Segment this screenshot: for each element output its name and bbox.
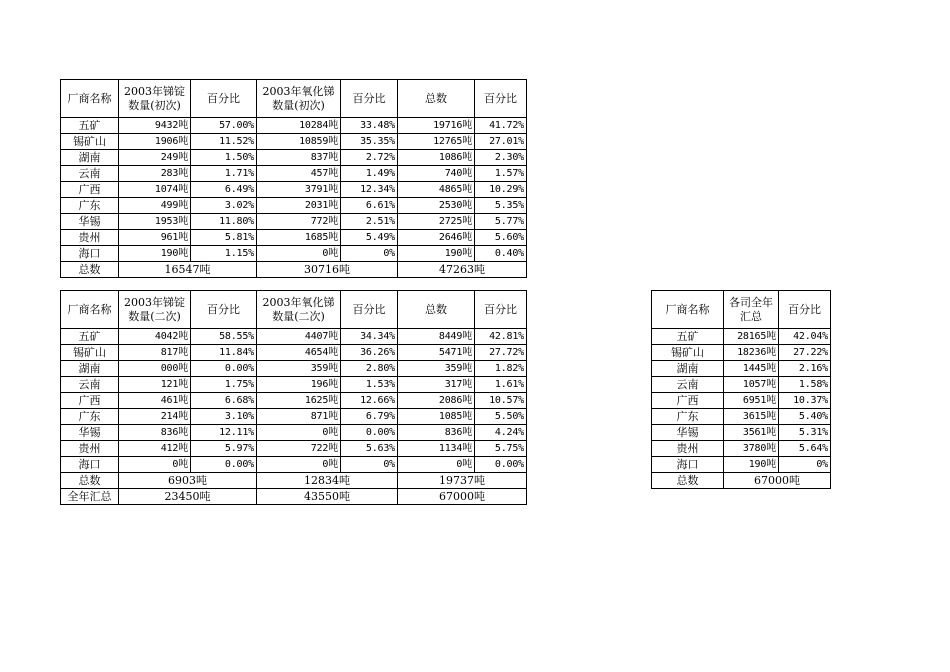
quantity-cell: 3561吨 <box>724 425 779 441</box>
table-row <box>61 134 527 150</box>
year-total-row <box>61 489 527 505</box>
total-cell: 67000吨 <box>724 473 831 489</box>
total-cell: 16547吨 <box>119 262 257 278</box>
table-row <box>61 230 527 246</box>
percent-cell: 5.81% <box>191 230 257 246</box>
quantity-cell: 817吨 <box>119 345 191 361</box>
company-name-cell: 五矿 <box>652 329 724 345</box>
quantity-cell: 214吨 <box>119 409 191 425</box>
percent-cell: 5.97% <box>191 441 257 457</box>
table-row <box>652 457 831 473</box>
company-name-cell: 广东 <box>61 198 119 214</box>
quantity-cell: 1074吨 <box>119 182 191 198</box>
company-name-cell: 湖南 <box>61 150 119 166</box>
quantity-cell: 359吨 <box>398 361 475 377</box>
table-body <box>652 329 831 473</box>
percent-cell: 5.60% <box>475 230 527 246</box>
quantity-cell: 1625吨 <box>257 393 341 409</box>
company-name-cell: 华锡 <box>61 214 119 230</box>
table-row <box>61 150 527 166</box>
percent-cell: 10.29% <box>475 182 527 198</box>
quantity-cell: 961吨 <box>119 230 191 246</box>
quantity-cell: 1906吨 <box>119 134 191 150</box>
percent-cell: 0.00% <box>191 361 257 377</box>
percent-cell: 5.63% <box>341 441 398 457</box>
percent-cell: 1.82% <box>475 361 527 377</box>
table-row <box>61 118 527 134</box>
header-cell: 2003年氧化锑数量(初次) <box>257 80 341 118</box>
company-name-cell: 锡矿山 <box>652 345 724 361</box>
total-cell: 6903吨 <box>119 473 257 489</box>
table-row <box>61 166 527 182</box>
header-cell: 总数 <box>398 80 475 118</box>
table-row <box>61 393 527 409</box>
quantity-cell: 12765吨 <box>398 134 475 150</box>
percent-cell: 58.55% <box>191 329 257 345</box>
percent-cell: 0.00% <box>341 425 398 441</box>
percent-cell: 5.64% <box>779 441 831 457</box>
company-name-cell: 华锡 <box>652 425 724 441</box>
percent-cell: 6.61% <box>341 198 398 214</box>
header-cell: 厂商名称 <box>61 80 119 118</box>
quantity-cell: 0吨 <box>257 425 341 441</box>
header-row <box>61 80 527 118</box>
percent-cell: 5.31% <box>779 425 831 441</box>
quantity-cell: 772吨 <box>257 214 341 230</box>
table-row <box>652 361 831 377</box>
quantity-cell: 190吨 <box>119 246 191 262</box>
percent-cell: 2.30% <box>475 150 527 166</box>
percent-cell: 2.80% <box>341 361 398 377</box>
company-name-cell: 贵州 <box>61 230 119 246</box>
table-row <box>61 361 527 377</box>
header-cell: 百分比 <box>341 291 398 329</box>
total-label: 总数 <box>61 262 119 278</box>
percent-cell: 0% <box>341 457 398 473</box>
quantity-cell: 412吨 <box>119 441 191 457</box>
quantity-cell: 1086吨 <box>398 150 475 166</box>
total-cell: 12834吨 <box>257 473 398 489</box>
quantity-cell: 722吨 <box>257 441 341 457</box>
table-row <box>652 441 831 457</box>
table-row <box>61 377 527 393</box>
percent-cell: 4.24% <box>475 425 527 441</box>
table-row <box>652 377 831 393</box>
quantity-cell: 1685吨 <box>257 230 341 246</box>
percent-cell: 0.40% <box>475 246 527 262</box>
percent-cell: 6.79% <box>341 409 398 425</box>
quantity-cell: 0吨 <box>398 457 475 473</box>
percent-cell: 6.68% <box>191 393 257 409</box>
quantity-cell: 249吨 <box>119 150 191 166</box>
percent-cell: 12.66% <box>341 393 398 409</box>
table-row <box>61 425 527 441</box>
percent-cell: 27.22% <box>779 345 831 361</box>
table-row <box>61 329 527 345</box>
percent-cell: 5.75% <box>475 441 527 457</box>
company-name-cell: 五矿 <box>61 329 119 345</box>
total-label: 总数 <box>652 473 724 489</box>
company-name-cell: 云南 <box>61 377 119 393</box>
quantity-cell: 1057吨 <box>724 377 779 393</box>
quantity-cell: 1085吨 <box>398 409 475 425</box>
quantity-cell: 2530吨 <box>398 198 475 214</box>
quantity-cell: 740吨 <box>398 166 475 182</box>
company-name-cell: 五矿 <box>61 118 119 134</box>
total-label: 总数 <box>61 473 119 489</box>
header-cell: 厂商名称 <box>652 291 724 329</box>
quantity-cell: 359吨 <box>257 361 341 377</box>
header-cell: 2003年锑锭数量(初次) <box>119 80 191 118</box>
quantity-cell: 317吨 <box>398 377 475 393</box>
total-row <box>652 473 831 489</box>
quantity-cell: 457吨 <box>257 166 341 182</box>
percent-cell: 36.26% <box>341 345 398 361</box>
percent-cell: 5.40% <box>779 409 831 425</box>
percent-cell: 0% <box>779 457 831 473</box>
percent-cell: 2.16% <box>779 361 831 377</box>
quantity-cell: 8449吨 <box>398 329 475 345</box>
header-cell: 各司全年汇总 <box>724 291 779 329</box>
percent-cell: 57.00% <box>191 118 257 134</box>
percent-cell: 1.71% <box>191 166 257 182</box>
percent-cell: 1.57% <box>475 166 527 182</box>
company-name-cell: 贵州 <box>61 441 119 457</box>
percent-cell: 0.00% <box>191 457 257 473</box>
percent-cell: 1.15% <box>191 246 257 262</box>
quantity-cell: 121吨 <box>119 377 191 393</box>
quantity-cell: 190吨 <box>398 246 475 262</box>
quantity-cell: 1134吨 <box>398 441 475 457</box>
header-cell: 百分比 <box>341 80 398 118</box>
percent-cell: 5.35% <box>475 198 527 214</box>
company-name-cell: 湖南 <box>61 361 119 377</box>
percent-cell: 12.34% <box>341 182 398 198</box>
company-name-cell: 海口 <box>61 246 119 262</box>
company-name-cell: 广东 <box>61 409 119 425</box>
quantity-cell: 836吨 <box>398 425 475 441</box>
percent-cell: 1.58% <box>779 377 831 393</box>
company-name-cell: 海口 <box>652 457 724 473</box>
company-name-cell: 锡矿山 <box>61 134 119 150</box>
table-row <box>61 198 527 214</box>
quantity-cell: 3615吨 <box>724 409 779 425</box>
company-name-cell: 华锡 <box>61 425 119 441</box>
quantity-cell: 283吨 <box>119 166 191 182</box>
quantity-cell: 196吨 <box>257 377 341 393</box>
percent-cell: 41.72% <box>475 118 527 134</box>
header-cell: 百分比 <box>475 291 527 329</box>
year-total-cell: 43550吨 <box>257 489 398 505</box>
quantity-cell: 3780吨 <box>724 441 779 457</box>
percent-cell: 27.72% <box>475 345 527 361</box>
header-cell: 百分比 <box>191 80 257 118</box>
table-row <box>61 409 527 425</box>
percent-cell: 1.53% <box>341 377 398 393</box>
percent-cell: 2.51% <box>341 214 398 230</box>
quantity-cell: 190吨 <box>724 457 779 473</box>
quantity-cell: 0吨 <box>257 246 341 262</box>
quantity-cell: 3791吨 <box>257 182 341 198</box>
quantity-cell: 871吨 <box>257 409 341 425</box>
company-name-cell: 云南 <box>61 166 119 182</box>
table-row <box>61 345 527 361</box>
year-total-cell: 23450吨 <box>119 489 257 505</box>
quantity-cell: 5471吨 <box>398 345 475 361</box>
table-row <box>652 393 831 409</box>
header-cell: 厂商名称 <box>61 291 119 329</box>
percent-cell: 1.50% <box>191 150 257 166</box>
quantity-cell: 4407吨 <box>257 329 341 345</box>
header-cell: 百分比 <box>475 80 527 118</box>
quantity-cell: 10859吨 <box>257 134 341 150</box>
quantity-cell: 28165吨 <box>724 329 779 345</box>
quantity-cell: 2031吨 <box>257 198 341 214</box>
percent-cell: 0.00% <box>475 457 527 473</box>
percent-cell: 1.49% <box>341 166 398 182</box>
percent-cell: 34.34% <box>341 329 398 345</box>
company-name-cell: 广西 <box>652 393 724 409</box>
table-row <box>652 425 831 441</box>
company-name-cell: 锡矿山 <box>61 345 119 361</box>
total-cell: 30716吨 <box>257 262 398 278</box>
percent-cell: 42.81% <box>475 329 527 345</box>
company-name-cell: 云南 <box>652 377 724 393</box>
percent-cell: 3.02% <box>191 198 257 214</box>
percent-cell: 11.84% <box>191 345 257 361</box>
first-batch-table <box>60 79 527 278</box>
quantity-cell: 18236吨 <box>724 345 779 361</box>
percent-cell: 1.61% <box>475 377 527 393</box>
quantity-cell: 2646吨 <box>398 230 475 246</box>
header-cell: 总数 <box>398 291 475 329</box>
quantity-cell: 0吨 <box>119 457 191 473</box>
company-name-cell: 海口 <box>61 457 119 473</box>
percent-cell: 33.48% <box>341 118 398 134</box>
quantity-cell: 19716吨 <box>398 118 475 134</box>
table-row <box>652 345 831 361</box>
quantity-cell: 1445吨 <box>724 361 779 377</box>
table-body <box>61 118 527 262</box>
quantity-cell: 1953吨 <box>119 214 191 230</box>
percent-cell: 10.57% <box>475 393 527 409</box>
quantity-cell: 461吨 <box>119 393 191 409</box>
quantity-cell: 837吨 <box>257 150 341 166</box>
quantity-cell: 2086吨 <box>398 393 475 409</box>
table-row <box>61 457 527 473</box>
percent-cell: 35.35% <box>341 134 398 150</box>
table-body <box>61 329 527 473</box>
percent-cell: 11.80% <box>191 214 257 230</box>
header-cell: 百分比 <box>191 291 257 329</box>
total-row <box>61 262 527 278</box>
percent-cell: 12.11% <box>191 425 257 441</box>
company-name-cell: 广西 <box>61 393 119 409</box>
total-cell: 47263吨 <box>398 262 527 278</box>
percent-cell: 42.04% <box>779 329 831 345</box>
quantity-cell: 9432吨 <box>119 118 191 134</box>
total-row <box>61 473 527 489</box>
second-batch-table <box>60 290 527 505</box>
percent-cell: 3.10% <box>191 409 257 425</box>
percent-cell: 5.49% <box>341 230 398 246</box>
quantity-cell: 2725吨 <box>398 214 475 230</box>
company-name-cell: 湖南 <box>652 361 724 377</box>
company-name-cell: 贵州 <box>652 441 724 457</box>
header-cell: 2003年锑锭数量(二次) <box>119 291 191 329</box>
percent-cell: 11.52% <box>191 134 257 150</box>
year-total-label: 全年汇总 <box>61 489 119 505</box>
percent-cell: 0% <box>341 246 398 262</box>
quantity-cell: 4042吨 <box>119 329 191 345</box>
percent-cell: 5.77% <box>475 214 527 230</box>
table-row <box>61 441 527 457</box>
percent-cell: 10.37% <box>779 393 831 409</box>
quantity-cell: 836吨 <box>119 425 191 441</box>
header-row <box>652 291 831 329</box>
company-name-cell: 广东 <box>652 409 724 425</box>
table-row <box>652 409 831 425</box>
quantity-cell: 6951吨 <box>724 393 779 409</box>
header-row <box>61 291 527 329</box>
total-cell: 19737吨 <box>398 473 527 489</box>
quantity-cell: 499吨 <box>119 198 191 214</box>
percent-cell: 6.49% <box>191 182 257 198</box>
header-cell: 百分比 <box>779 291 831 329</box>
year-total-cell: 67000吨 <box>398 489 527 505</box>
percent-cell: 5.50% <box>475 409 527 425</box>
quantity-cell: 10284吨 <box>257 118 341 134</box>
quantity-cell: 0吨 <box>257 457 341 473</box>
quantity-cell: 4654吨 <box>257 345 341 361</box>
table-row <box>652 329 831 345</box>
table-row <box>61 246 527 262</box>
quantity-cell: 000吨 <box>119 361 191 377</box>
percent-cell: 27.01% <box>475 134 527 150</box>
table-row <box>61 214 527 230</box>
quantity-cell: 4865吨 <box>398 182 475 198</box>
company-name-cell: 广西 <box>61 182 119 198</box>
header-cell: 2003年氧化锑数量(二次) <box>257 291 341 329</box>
percent-cell: 2.72% <box>341 150 398 166</box>
percent-cell: 1.75% <box>191 377 257 393</box>
annual-summary-table <box>651 290 831 489</box>
table-row <box>61 182 527 198</box>
